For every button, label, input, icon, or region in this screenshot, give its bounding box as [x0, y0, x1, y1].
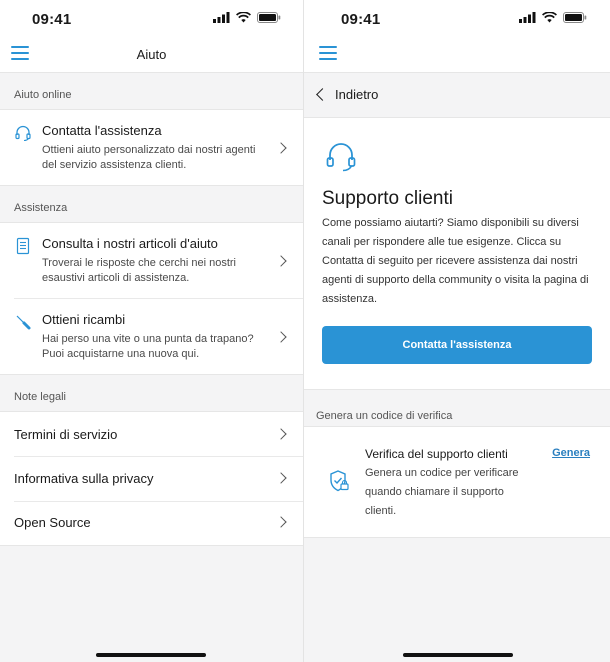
wifi-icon	[542, 12, 557, 23]
help-articles-row[interactable]	[0, 223, 303, 298]
status-icons	[213, 12, 281, 23]
contact-support-card	[0, 109, 303, 186]
shield-check-icon	[328, 469, 350, 493]
headset-icon	[14, 124, 32, 142]
status-time: 09:41	[341, 11, 381, 28]
privacy-policy-row[interactable]	[0, 456, 303, 500]
home-indicator[interactable]	[403, 653, 513, 657]
nav-bar	[304, 38, 610, 73]
section-header-online: Aiuto online	[14, 89, 72, 101]
signal-icon	[213, 12, 230, 23]
chevron-right-icon	[275, 472, 286, 483]
home-indicator[interactable]	[96, 653, 206, 657]
page-title: Aiuto	[136, 47, 167, 62]
contact-support-button[interactable]: Contatta l'assistenza	[322, 326, 592, 364]
battery-icon	[257, 12, 281, 23]
chevron-right-icon	[275, 428, 286, 439]
contact-title: Contatta l'assistenza	[42, 123, 162, 138]
spare-parts-title: Ottieni ricambi	[42, 312, 126, 327]
document-icon	[14, 237, 32, 255]
help-articles-subtitle: Troverai le risposte che cerchi nei nostri esaustivi articoli di assistenza.	[42, 257, 237, 284]
verification-card	[304, 426, 610, 538]
section-header-assistance: Assistenza	[14, 202, 68, 214]
chevron-right-icon	[275, 331, 286, 342]
wifi-icon	[236, 12, 251, 23]
terms-of-service-label: Termini di servizio	[14, 427, 118, 442]
chevron-right-icon	[275, 255, 286, 266]
verification-title: Verifica del supporto clienti	[365, 447, 508, 461]
support-description: Come possiamo aiutarti? Siamo disponibili su diversi canali per rispondere alle tue esigenze. Clicca su Contatta di seguito per ricevere assistenza dai nostri agenti di supporto della community o visita la pagina di assistenza.	[322, 217, 589, 305]
privacy-policy-label: Informativa sulla privacy	[14, 471, 154, 486]
verification-description: Genera un codice per verificare quando chiamare il supporto clienti.	[365, 467, 519, 517]
spare-parts-row[interactable]	[0, 299, 303, 374]
signal-icon	[519, 12, 536, 23]
battery-icon	[563, 12, 587, 23]
chevron-right-icon	[275, 142, 286, 153]
customer-support-card	[304, 117, 610, 390]
help-screen	[0, 0, 303, 662]
chevron-right-icon	[275, 516, 286, 527]
nav-bar	[0, 38, 303, 73]
assistance-card	[0, 222, 303, 375]
generate-code-link[interactable]: Genera	[552, 447, 590, 459]
section-header-verification: Genera un codice di verifica	[316, 410, 453, 422]
legal-card	[0, 411, 303, 546]
support-screen	[304, 0, 610, 662]
open-source-label: Open Source	[14, 515, 91, 530]
status-bar	[304, 0, 610, 38]
headset-icon	[324, 140, 358, 174]
back-button[interactable]	[318, 87, 378, 102]
menu-icon[interactable]	[319, 46, 337, 62]
status-bar	[0, 0, 303, 38]
terms-of-service-row[interactable]	[0, 412, 303, 456]
section-header-legal: Note legali	[14, 391, 66, 403]
chevron-left-icon	[316, 88, 329, 101]
contact-subtitle: Ottieni aiuto personalizzato dai nostri agenti del servizio assistenza clienti.	[42, 144, 256, 171]
status-time: 09:41	[32, 11, 72, 28]
help-articles-title: Consulta i nostri articoli d'aiuto	[42, 236, 218, 251]
open-source-row[interactable]	[0, 500, 303, 544]
status-icons	[519, 12, 587, 23]
back-label: Indietro	[335, 87, 379, 102]
screwdriver-icon	[14, 313, 32, 331]
contact-support-row[interactable]	[0, 110, 303, 185]
spare-parts-subtitle: Hai perso una vite o una punta da trapano? Puoi acquistarne una nuova qui.	[42, 333, 254, 360]
support-title: Supporto clienti	[322, 188, 453, 209]
